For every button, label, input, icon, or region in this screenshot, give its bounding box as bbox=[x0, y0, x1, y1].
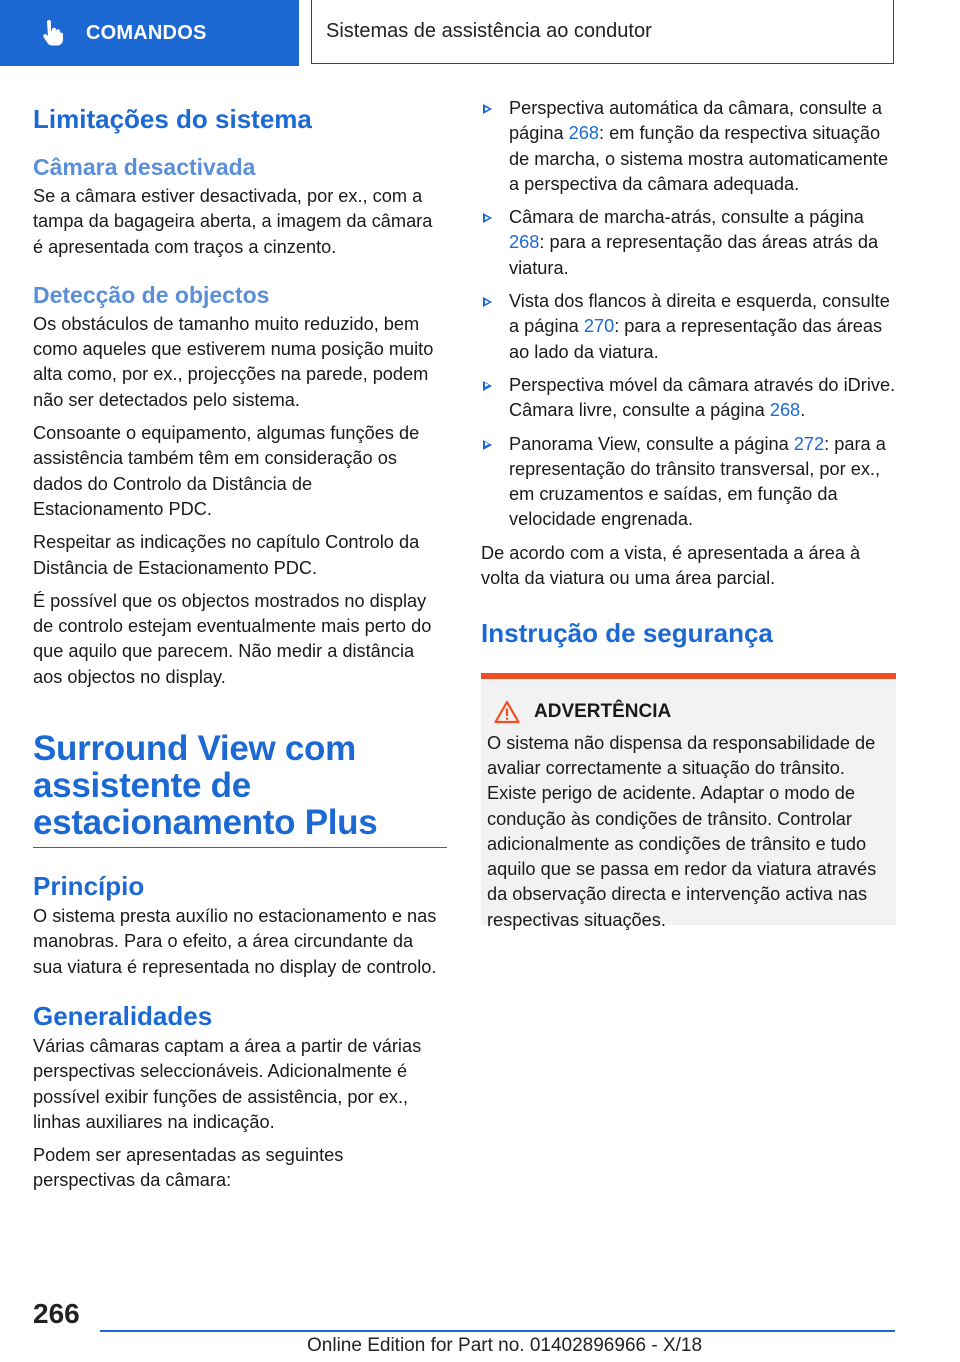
page-link[interactable]: 270 bbox=[583, 316, 615, 337]
footer-edition: Online Edition for Part no. 01402896966 - X/18 bbox=[307, 1335, 703, 1356]
object-detection-heading: Detecção de objectos bbox=[33, 281, 270, 308]
camera-disabled-text: Se a câmara estiver desactivada, por ex., com a tampa da bagageira aberta, a imagem da câmara é apresentada com traços a cinzento. bbox=[33, 186, 433, 257]
warning-header bbox=[494, 699, 890, 724]
list-item: Panorama View, consulte a página 272: para a representação do trânsito transversal, por ex., em cruzamentos e saídas, em função da velocidade engrenada. bbox=[481, 432, 896, 533]
footer-divider bbox=[100, 1330, 895, 1332]
principle-text: O sistema presta auxílio no estacionamento e nas manobras. Para o efeito, a área circundante da sua viatura é representada no display de controlo. bbox=[33, 906, 437, 977]
bullet-triangle-icon bbox=[483, 213, 492, 223]
general-text-2: Podem ser apresentadas as seguintes perspectivas da câmara: bbox=[33, 1145, 344, 1191]
system-limits-heading: Limitações do sistema bbox=[33, 104, 312, 134]
bullet-triangle-icon bbox=[483, 381, 492, 391]
general-heading: Generalidades bbox=[33, 1000, 213, 1031]
object-detection-text-3: Respeitar as indicações no capítulo Controlo da Distância de Estacionamento PDC. bbox=[33, 532, 420, 578]
object-detection-text-4: É possível que os objectos mostrados no display de controlo estejam eventualmente mais perto do que aquilo que parecem. Não medir a distância aos objectos no display. bbox=[33, 590, 432, 687]
right-column bbox=[481, 96, 896, 930]
page-link[interactable]: 272 bbox=[793, 433, 825, 454]
warning-content bbox=[481, 679, 896, 930]
camera-perspective-list bbox=[481, 96, 896, 533]
bullet-triangle-icon bbox=[483, 104, 492, 114]
page-number: 266 bbox=[33, 1298, 80, 1329]
general-text-1: Várias câmaras captam a área a partir de várias perspectivas seleccionáveis. Adicionalmente é possível exibir funções de assistência, por ex., linhas auxiliares na indicação. bbox=[33, 1035, 422, 1132]
list-item: Perspectiva móvel da câmara através do iDrive. Câmara livre, consulte a página 268. bbox=[481, 373, 896, 424]
page-link[interactable]: 268 bbox=[568, 123, 600, 144]
section-title: Sistemas de assistência ao condutor bbox=[311, 0, 894, 64]
object-detection-text-1: Os obstáculos de tamanho muito reduzido, bem como aqueles que estiverem numa posição muito alta como, por ex., projecções na parede, podem não ser detectados pelo sistema. bbox=[33, 313, 434, 410]
object-detection-text-2: Consoante o equipamento, algumas funções de assistência também têm em consideração os dados do Controlo da Distância de Estacionamento PDC. bbox=[33, 423, 420, 519]
safety-heading: Instrução de segurança bbox=[481, 618, 773, 649]
list-item: Perspectiva automática da câmara, consulte a página 268: em função da respectiva situação de marcha, o sistema mostra automaticamente a perspectiva da câmara adequada. bbox=[481, 96, 896, 197]
page-link[interactable]: 268 bbox=[769, 400, 801, 421]
camera-disabled-heading: Câmara desactivada bbox=[33, 154, 256, 180]
page-link[interactable]: 268 bbox=[509, 232, 540, 253]
surround-view-title: Surround View com assistente de estacionamento Plus bbox=[33, 730, 447, 848]
view-area-text: De acordo com a vista, é apresentada a área à volta da viatura ou uma área parcial. bbox=[481, 542, 861, 589]
warning-text: O sistema não dispensa da responsabilidade de avaliar correctamente a situação do trânsito. Existe perigo de acidente. Adaptar o modo de condução às condições de trânsito. Controlar adicionalmente as condições de trânsito e tudo aquilo que se passa em redor da viatura através da observação directa e intervenção activa nas respectivas situações. bbox=[487, 732, 877, 930]
warning-box bbox=[481, 673, 896, 930]
page-header bbox=[0, 0, 960, 66]
commands-tab[interactable] bbox=[0, 0, 299, 66]
bullet-triangle-icon bbox=[483, 440, 492, 450]
list-item: Câmara de marcha-atrás, consulte a página 268: para a representação das áreas atrás da viatura. bbox=[481, 205, 896, 281]
warning-label: ADVERTÊNCIA bbox=[534, 701, 672, 723]
bullet-triangle-icon bbox=[483, 297, 492, 307]
principle-heading: Princípio bbox=[33, 871, 145, 902]
left-column bbox=[33, 96, 447, 1202]
warning-triangle-icon bbox=[494, 700, 520, 724]
list-item: Vista dos flancos à direita e esquerda, consulte a página 270: para a representação das áreas ao lado da viatura. bbox=[481, 289, 896, 365]
commands-tab-label: COMANDOS bbox=[86, 21, 207, 44]
pointing-hand-icon bbox=[38, 19, 66, 47]
